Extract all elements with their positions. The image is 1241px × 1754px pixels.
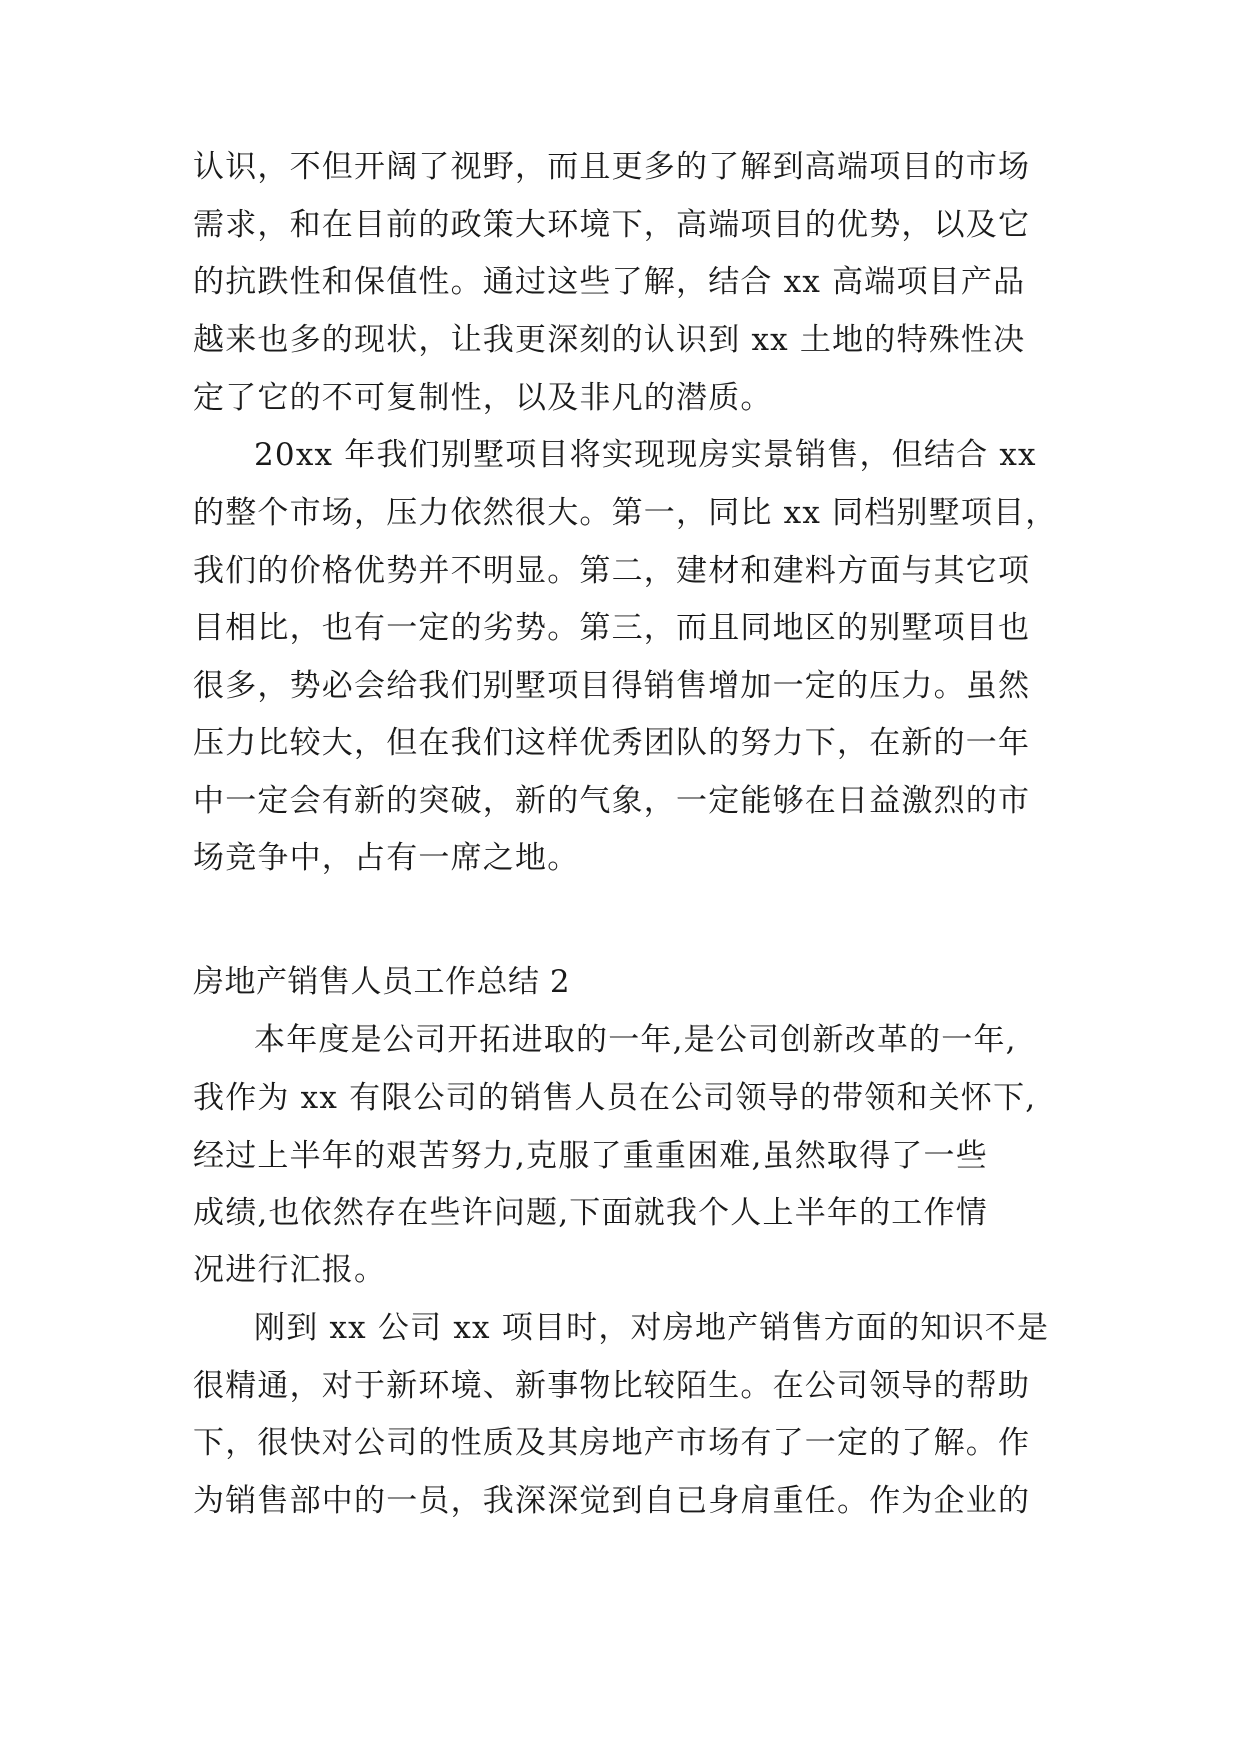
paragraph-2-line-2: 的整个市场，压力依然很大。第一，同比 xx 同档别墅项目， <box>193 495 1058 531</box>
paragraph-2-line-4: 目相比，也有一定的劣势。第三，而且同地区的别墅项目也 <box>193 610 1031 646</box>
paragraph-2-line-8: 场竞争中，占有一席之地。 <box>193 840 580 876</box>
paragraph-1-line-3: 的抗跌性和保值性。通过这些了解，结合 xx 高端项目产品 <box>193 264 1026 300</box>
paragraph-1-line-2: 需求，和在目前的政策大环境下，高端项目的优势，以及它 <box>193 207 1031 243</box>
section-heading: 房地产销售人员工作总结 2 <box>193 964 571 1000</box>
paragraph-4-line-1: 刚到 xx 公司 xx 项目时，对房地产销售方面的知识不是 <box>254 1310 1050 1346</box>
paragraph-4-line-3: 下，很快对公司的性质及其房地产市场有了一定的了解。作 <box>193 1425 1031 1461</box>
paragraph-2-line-5: 很多，势必会给我们别墅项目得销售增加一定的压力。虽然 <box>193 668 1031 704</box>
paragraph-3-line-5: 况进行汇报。 <box>193 1252 387 1288</box>
paragraph-1-line-5: 定了它的不可复制性，以及非凡的潜质。 <box>193 380 773 416</box>
paragraph-4-line-2: 很精通，对于新环境、新事物比较陌生。在公司领导的帮助 <box>193 1368 1031 1404</box>
paragraph-3-line-2: 我作为 xx 有限公司的销售人员在公司领导的带领和关怀下, <box>193 1080 1037 1116</box>
paragraph-2-line-1: 20xx 年我们别墅项目将实现现房实景销售，但结合 xx <box>254 437 1037 473</box>
paragraph-3-line-3: 经过上半年的艰苦努力,克服了重重困难,虽然取得了一些 <box>193 1138 988 1174</box>
paragraph-1-line-1: 认识，不但开阔了视野，而且更多的了解到高端项目的市场 <box>193 149 1031 185</box>
paragraph-4-line-4: 为销售部中的一员，我深深觉到自已身肩重任。作为企业的 <box>193 1483 1031 1519</box>
paragraph-2-line-3: 我们的价格优势并不明显。第二，建材和建料方面与其它项 <box>193 553 1031 589</box>
paragraph-3-line-4: 成绩,也依然存在些许问题,下面就我个人上半年的工作情 <box>193 1195 988 1231</box>
paragraph-2-line-6: 压力比较大，但在我们这样优秀团队的努力下，在新的一年 <box>193 725 1031 761</box>
paragraph-1-line-4: 越来也多的现状，让我更深刻的认识到 xx 土地的特殊性决 <box>193 322 1026 358</box>
paragraph-2-line-7: 中一定会有新的突破，新的气象，一定能够在日益激烈的市 <box>193 783 1031 819</box>
paragraph-3-line-1: 本年度是公司开拓进取的一年,是公司创新改革的一年, <box>254 1022 1017 1058</box>
